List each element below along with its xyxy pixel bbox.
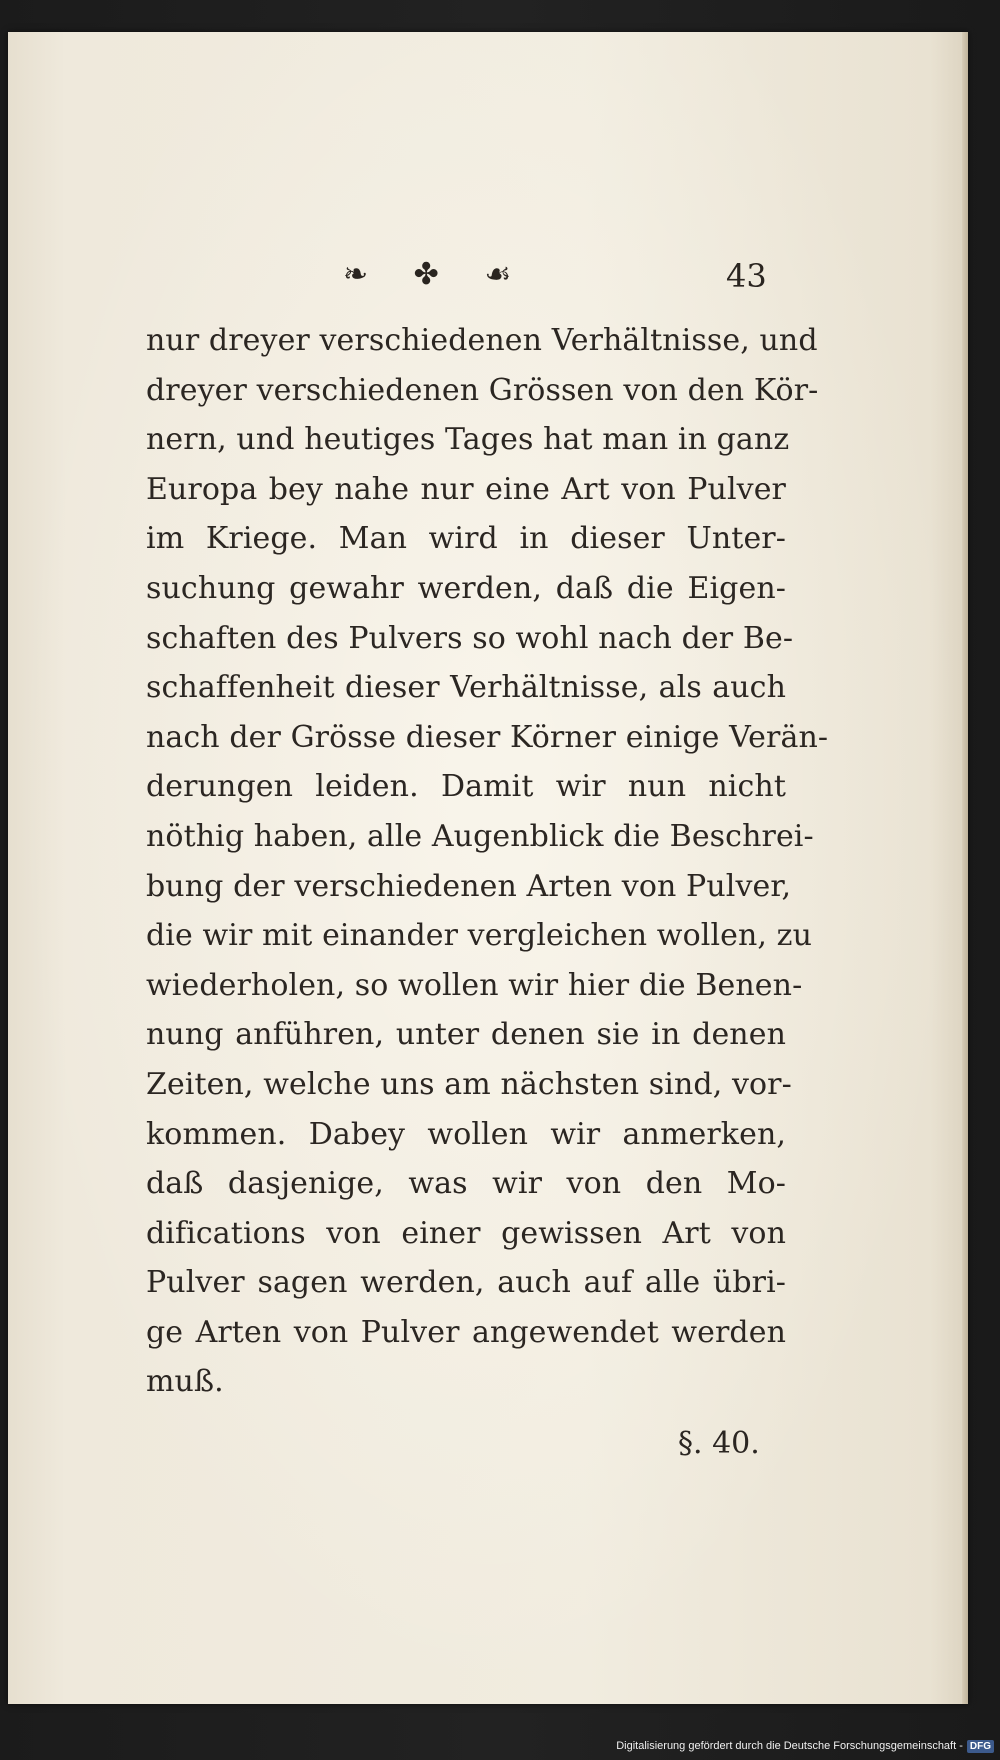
text-line: nach der Grösse dieser Körner einige Verän- [146,719,829,755]
page-number: 43 [726,257,767,295]
text-line: schaften des Pulvers so wohl nach der Be- [146,620,794,656]
book-page [8,32,968,1704]
text-line: nern, und heutiges Tages hat man in ganz [146,422,790,458]
text-line: im Kriege. Man wird in dieser Unter- [146,521,786,557]
catchword: §. 40. [678,1426,760,1461]
digitization-footer [616,1736,994,1756]
text-line: wiederholen, so wollen wir hier die Benen- [146,967,803,1003]
text-line: suchung gewahr werden, daß die Eigen- [146,570,786,606]
text-line: Europa bey nahe nur eine Art von Pulver [146,471,786,507]
page-header [8,250,968,300]
text-line: muß. [146,1364,224,1400]
text-line: daß dasjenige, was wir von den Mo- [146,1166,786,1202]
text-line: difications von einer gewissen Art von [146,1215,786,1251]
text-line: kommen. Dabey wollen wir anmerken, [146,1116,786,1152]
text-line: nur dreyer verschiedenen Verhältnisse, und [146,323,818,358]
body-text [146,316,829,1407]
text-line: dreyer verschiedenen Grössen von den Kör- [146,372,819,408]
text-line: Zeiten, welche uns am nächsten sind, vor- [146,1066,792,1102]
text-line: nung anführen, unter denen sie in denen [146,1017,786,1053]
text-line: die wir mit einander vergleichen wollen, zu [146,918,813,954]
text-line: ge Arten von Pulver angewendet werden [146,1314,786,1350]
dfg-logo-icon: DFG [967,1740,994,1753]
header-ornament-icon: ❧ ✤ ☙ [343,257,530,292]
text-line: nöthig haben, alle Augenblick die Beschrei- [146,818,814,854]
text-line: derungen leiden. Damit wir nun nicht [146,769,786,805]
text-line: schaffenheit dieser Verhältnisse, als auch [146,670,786,706]
footer-credit: Digitalisierung gefördert durch die Deutsche Forschungsgemeinschaft - [616,1740,963,1752]
text-line: Pulver sagen werden, auch auf alle übri- [146,1265,786,1301]
text-line: bung der verschiedenen Arten von Pulver, [146,868,792,904]
